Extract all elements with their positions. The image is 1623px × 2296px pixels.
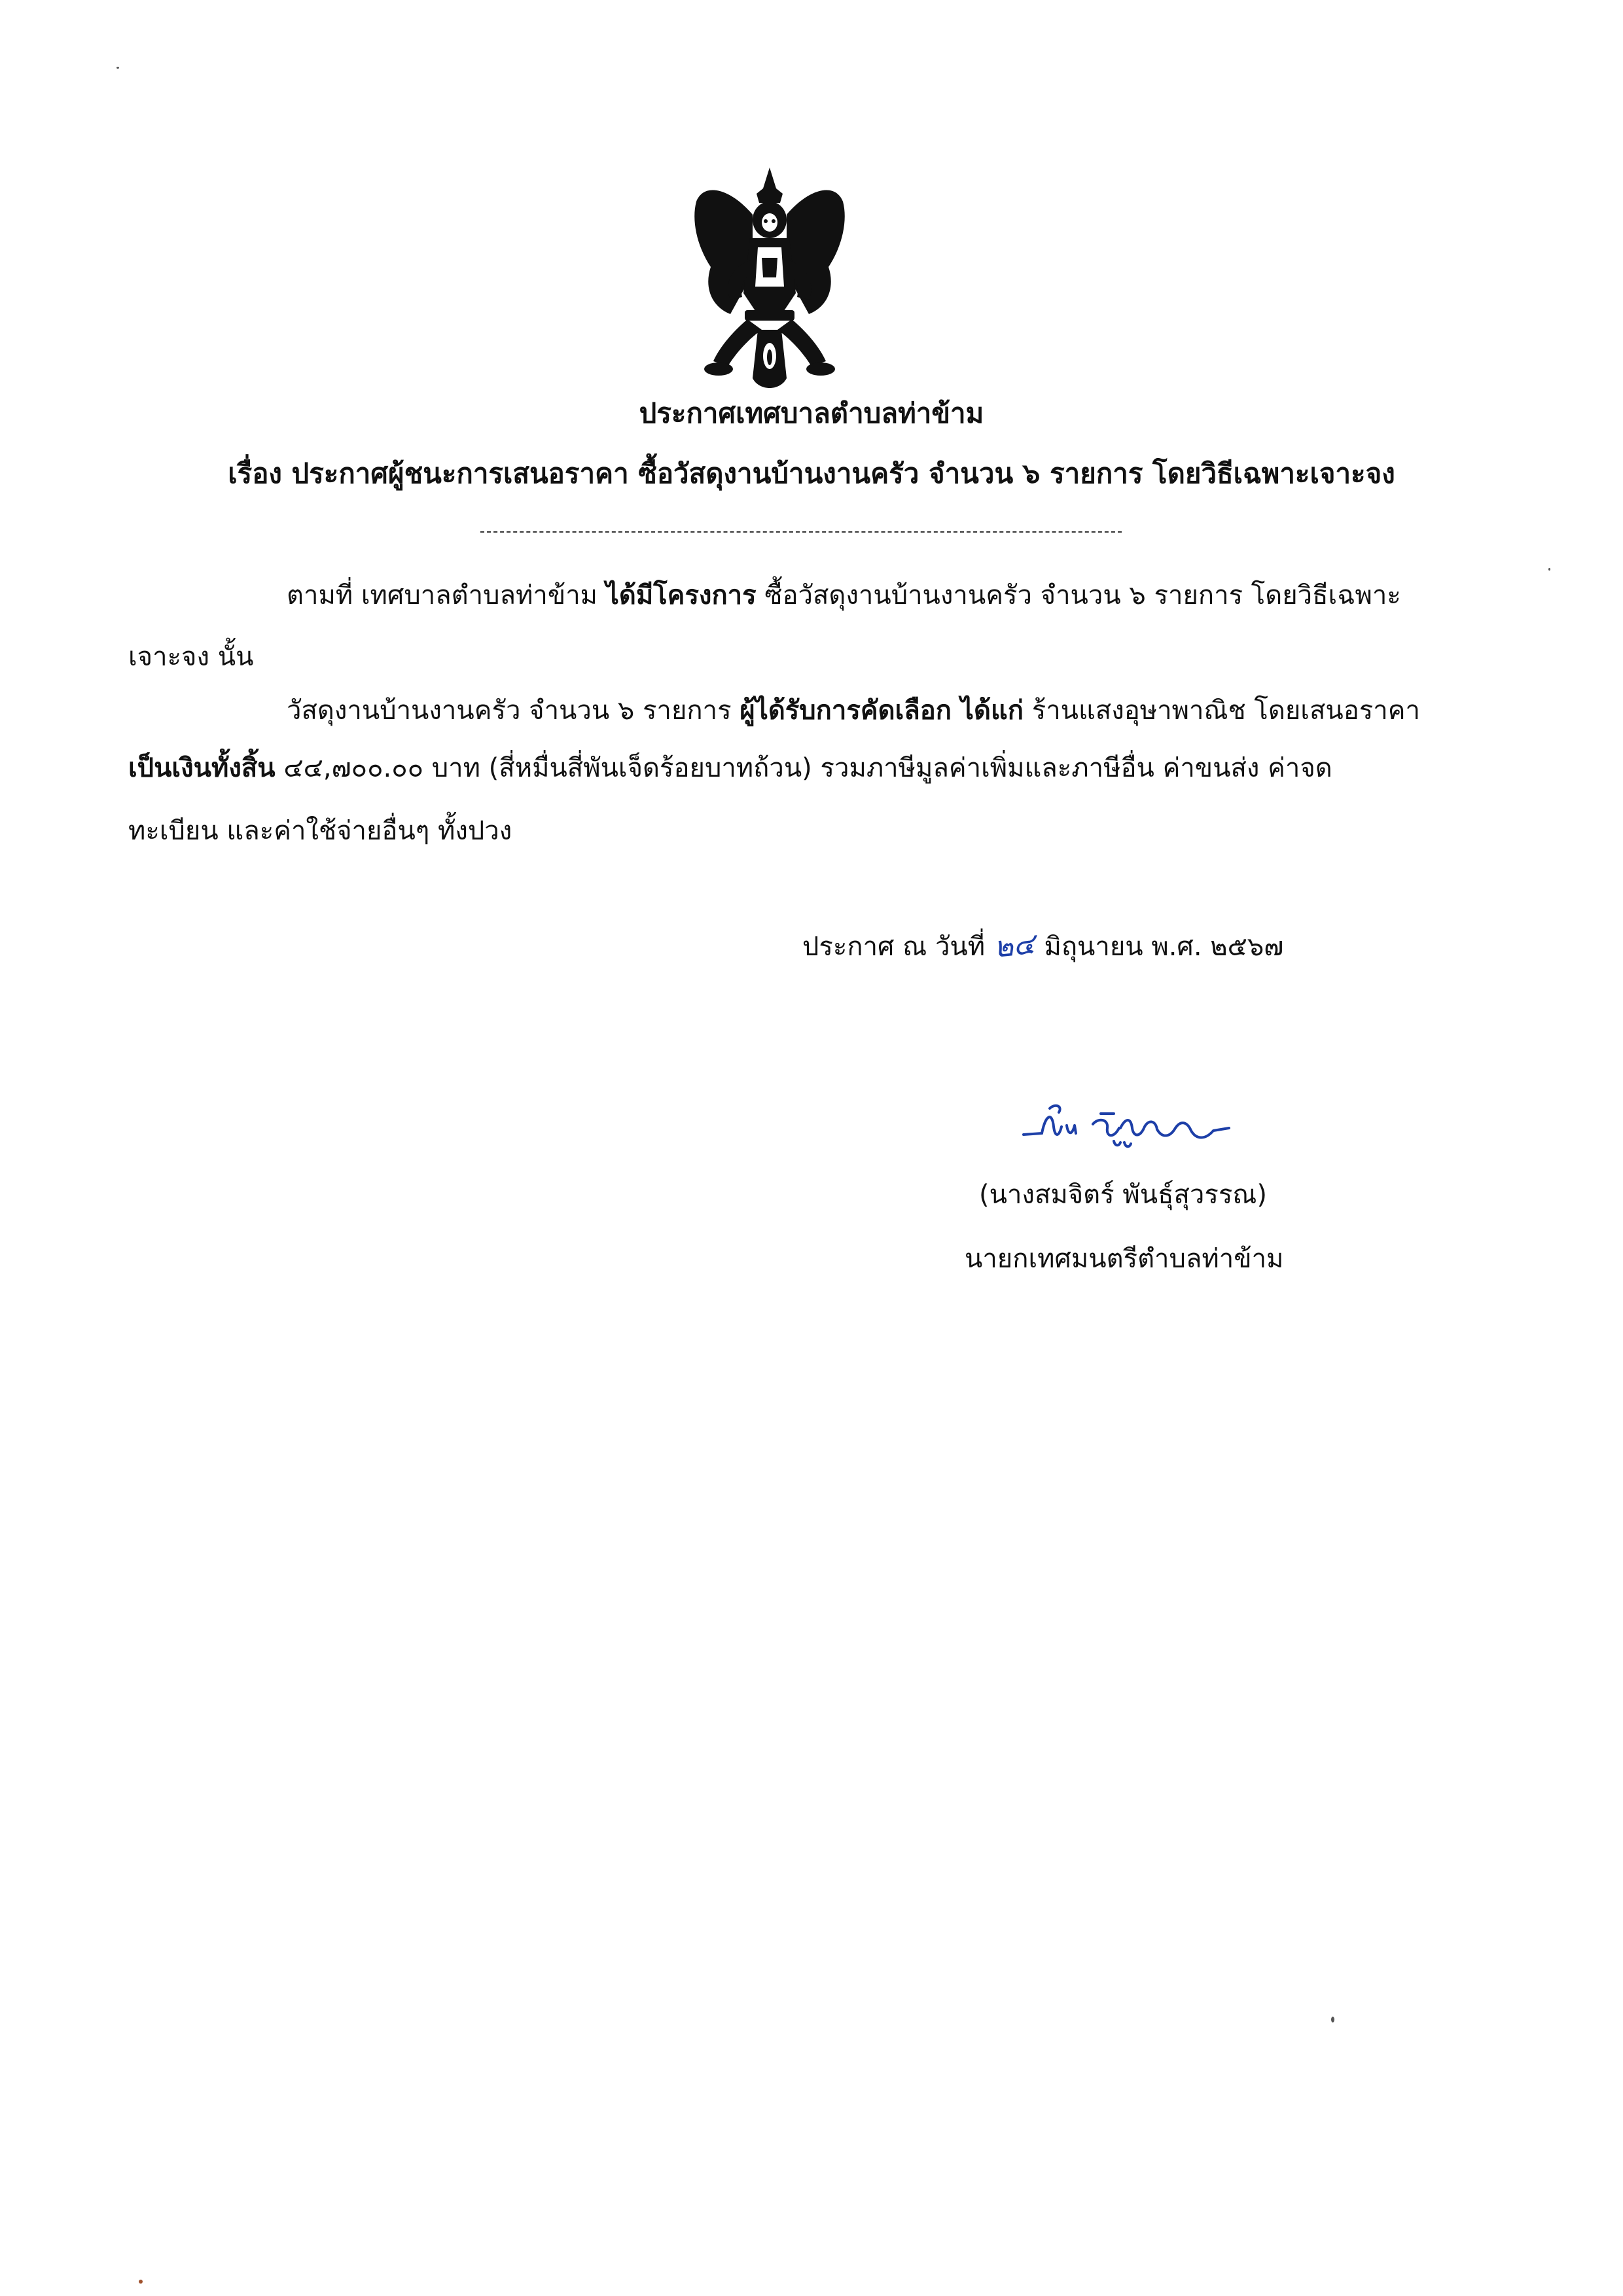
announcement-date	[802, 928, 1283, 965]
paragraph-1-intro: ตามที่ เทศบาลตำบลท่าข้าม	[287, 580, 606, 610]
paragraph-2-winner: ร้านแสงอุษาพาณิช โดยเสนอราคา	[1024, 696, 1420, 726]
paragraph-2-line-3: ทะเบียน และค่าใช้จ่ายอื่นๆ ทั้งปวง	[128, 816, 512, 846]
scan-speck	[116, 67, 119, 69]
announcement-title: ประกาศเทศบาลตำบลท่าข้าม	[639, 397, 984, 429]
handwritten-day: ๒๔	[992, 927, 1037, 965]
paragraph-2-intro: วัสดุงานบ้านงานครัว จำนวน ๖ รายการ	[287, 696, 740, 726]
paragraph-1-line-1	[287, 577, 1401, 614]
scan-speck	[1331, 2017, 1334, 2022]
total-amount-text: ๔๔,๗๐๐.๐๐ บาท (สี่หมื่นสี่พันเจ็ดร้อยบาทถ้วน) รวมภาษีมูลค่าเพิ่มและภาษีอื่น ค่าขนส่ง ค่าจด	[275, 753, 1332, 783]
paragraph-2-emphasis: ผู้ได้รับการคัดเลือก ได้แก่	[740, 696, 1024, 726]
scan-speck	[139, 2280, 143, 2284]
paragraph-1-emphasis: ได้มีโครงการ	[605, 580, 757, 610]
paragraph-1-rest: ซื้อวัสดุงานบ้านงานครัว จำนวน ๖ รายการ โดยวิธีเฉพาะ	[756, 580, 1401, 610]
scan-speck	[1548, 568, 1550, 571]
signer-position: นายกเทศมนตรีตำบลท่าข้าม	[965, 1244, 1284, 1274]
paragraph-2-line-1	[287, 692, 1420, 729]
garuda-emblem-icon	[685, 162, 855, 398]
total-amount-label: เป็นเงินทั้งสิ้น	[128, 753, 276, 783]
paragraph-2-line-2	[128, 750, 1332, 786]
date-prefix: ประกาศ ณ วันที่	[802, 932, 986, 962]
announcement-subject: เรื่อง ประกาศผู้ชนะการเสนอราคา ซื้อวัสดุงานบ้านงานครัว จำนวน ๖ รายการ โดยวิธีเฉพาะเจาะจง	[228, 457, 1395, 489]
signer-name: (นางสมจิตร์ พันธุ์สุวรรณ)	[979, 1180, 1268, 1210]
handwritten-signature	[1016, 1094, 1238, 1166]
date-month-year: มิถุนายน พ.ศ. ๒๕๖๗	[1044, 932, 1284, 962]
paragraph-1-line-2: เจาะจง นั้น	[128, 642, 254, 672]
divider	[480, 531, 1122, 533]
